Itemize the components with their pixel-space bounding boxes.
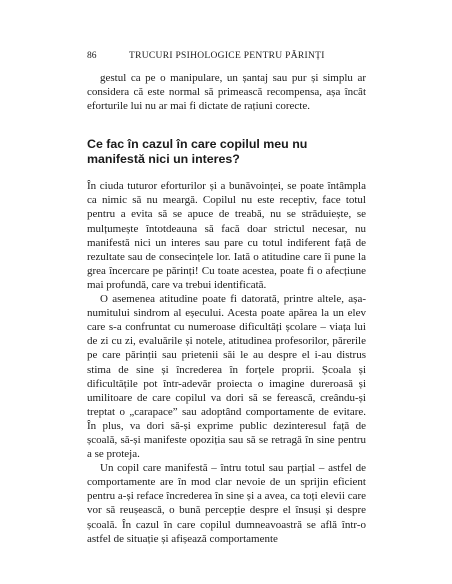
paragraph: O asemenea atitudine poate fi datorată, printre altele, așa-numitului sindrom al eșecului. Acesta poate apărea la un elev care s-a confruntat cu numeroase dificultăți școlare – viața lui de zi cu zi, evaluările și notele, atitudinea profesorilor, părerile pe care părinții sau prietenii săi le au despre el i-au distrus stima de sine și încrederea în forțele proprii. Școala și dificultățile pot într-adevăr proiecta o imagine dureroasă și umilitoare de care copilul va dori să se ferească, creându-și treptat o „carapace” sau adoptând comportamente de evitare. În plus, va dori să-și exprime public dezinteresul față de școală, să-și manifeste opoziția sau să se retragă în sine pentru a se proteja.	[87, 293, 366, 461]
paragraph: În ciuda tuturor eforturilor și a bunăvoinței, se poate întâmpla ca nimic să nu meargă. Copilul nu este receptiv, face totul pentru a evita să se apuce de treabă, nu se străduiește, se mulțumește întotdeauna să facă doar strictul necesar, nu manifestă nici un interes sau pare cu totul indiferent față de rezultate sau de consecințele lor. Iată o atitudine care îi pune la grea încercare pe părinți! Cu toate acestea, poate fi o afecțiune mai profundă, care va trebui identificată.	[87, 180, 366, 291]
paragraph-continued: gestul ca pe o manipulare, un șantaj sau pur și simplu ar considera că este normal să primească recompensa, așa încât eforturile lui nu ar mai fi dictate de rațiuni corecte.	[87, 72, 366, 113]
section-heading: Ce fac în cazul în care copilul meu nu manifestă nici un interes?	[87, 137, 308, 167]
running-title: TRUCURI PSIHOLOGICE PENTRU PĂRINȚI	[129, 51, 325, 61]
paragraph: Un copil care manifestă – întru totul sau parțial – astfel de comportamente are în mod clar nevoie de un sprijin eficient pentru a-și reface încrederea în sine și a avea, ca toți elevii care vor să reușească, o bună percepție despre el însuși și despre școală. În cazul în care copilul dumneavoastră se află într-o astfel de situație și afișează comportamente	[87, 462, 366, 545]
page-number: 86	[87, 51, 97, 61]
page-body	[87, 71, 366, 546]
running-header	[87, 49, 365, 63]
